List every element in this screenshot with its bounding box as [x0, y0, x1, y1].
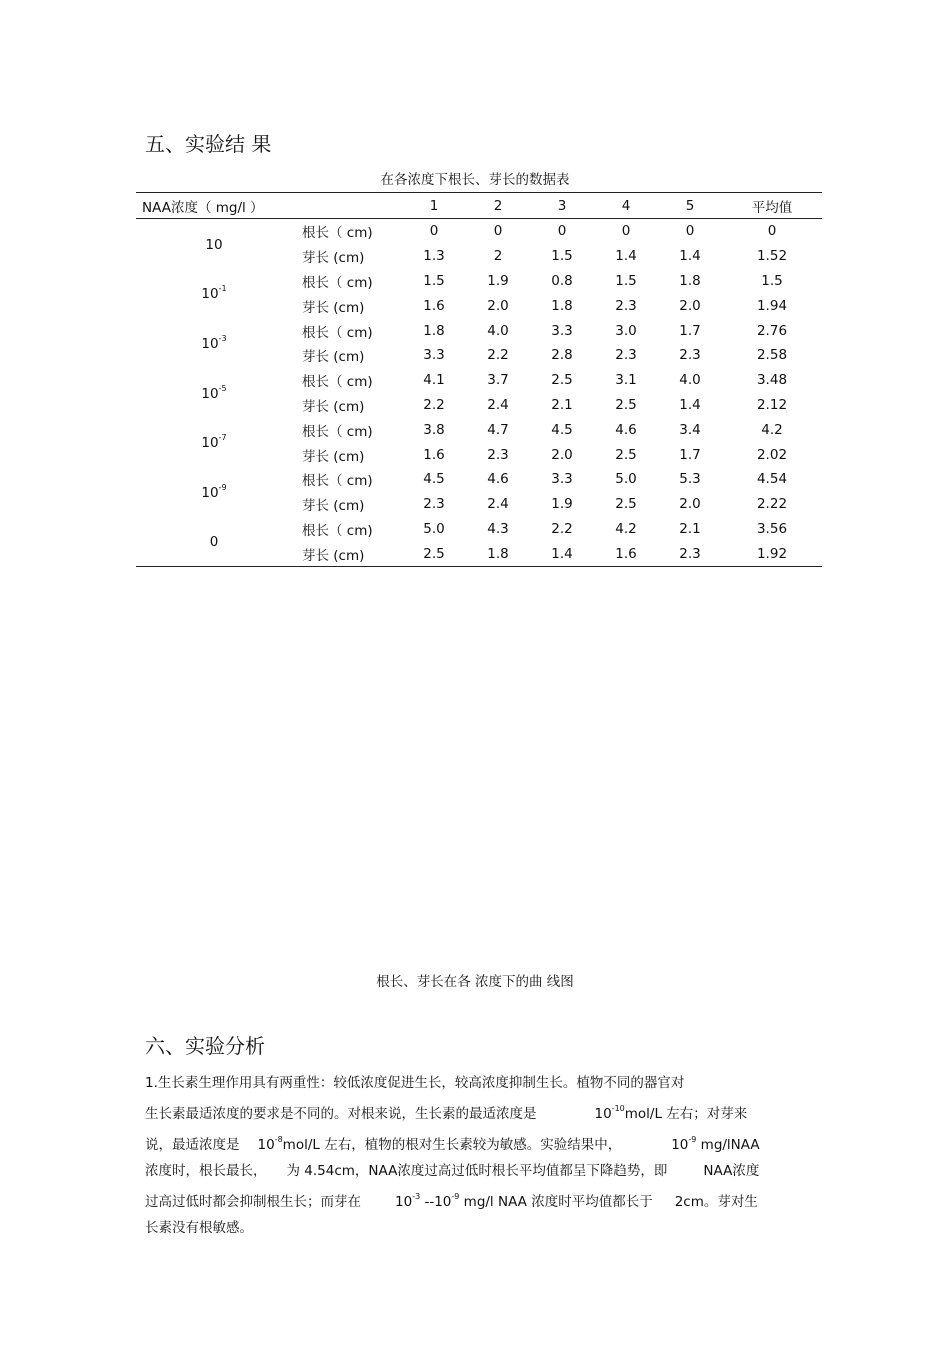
value-cell: 3.3: [551, 322, 573, 339]
root-length-label: 根长（ cm): [302, 423, 373, 440]
concentration-exponent: -3: [218, 333, 227, 343]
value-cell: 2: [493, 248, 503, 265]
value-cell: 2.5: [615, 446, 637, 463]
value-cell: 1.3: [423, 248, 445, 265]
average-cell: 1.92: [756, 545, 788, 562]
concentration-exponent: -1: [218, 284, 227, 294]
root-length-label: 根长（ cm): [302, 374, 373, 391]
value-cell: 2.8: [551, 347, 573, 364]
value-cell: 2.0: [679, 496, 701, 513]
value-cell: 2.3: [487, 446, 509, 463]
value-cell: 0: [621, 223, 631, 240]
value-cell: 3.8: [423, 421, 445, 438]
table-row: [136, 368, 822, 393]
text-span: 10: [395, 1194, 413, 1210]
value-cell: 1.5: [423, 272, 445, 289]
average-cell: 3.48: [756, 372, 788, 389]
table-row: [136, 517, 822, 542]
value-cell: 2.2: [551, 520, 573, 537]
value-cell: 1.4: [615, 248, 637, 265]
value-cell: 4.0: [679, 372, 701, 389]
table-row: [136, 417, 822, 442]
value-cell: 1.7: [679, 446, 701, 463]
value-cell: 1.8: [551, 297, 573, 314]
value-cell: 0: [685, 223, 695, 240]
text-span: 为 4.54cm，NAA浓度过高过低时根长平均值都呈下降趋势，即: [286, 1163, 668, 1179]
average-cell: 3.56: [756, 520, 788, 537]
value-cell: 3.7: [487, 372, 509, 389]
concentration-base: 10: [201, 335, 219, 352]
exponent: -3: [412, 1192, 421, 1201]
value-cell: 0: [493, 223, 503, 240]
value-cell: 2.0: [679, 297, 701, 314]
value-cell: 5.0: [423, 520, 445, 537]
table-row: [136, 467, 822, 492]
analysis-paragraph: [145, 1070, 805, 1241]
average-cell: 1.52: [756, 248, 788, 265]
value-cell: 1.8: [679, 272, 701, 289]
concentration-cell: [136, 269, 292, 319]
analysis-line: [145, 1070, 805, 1096]
shoot-length-label: 芽长 (cm): [302, 250, 365, 267]
value-cell: 4.5: [423, 471, 445, 488]
concentration-exponent: -9: [218, 482, 227, 492]
data-table: [136, 192, 822, 567]
value-cell: 2.0: [551, 446, 573, 463]
average-cell: 4.54: [756, 471, 788, 488]
header-trial-3: 3: [557, 197, 567, 214]
text-span: 10: [594, 1106, 612, 1122]
shoot-length-label: 芽长 (cm): [302, 547, 365, 564]
analysis-line: [145, 1127, 805, 1158]
value-cell: 2.1: [551, 396, 573, 413]
concentration-cell: [136, 467, 292, 517]
table-row: [136, 219, 822, 244]
value-cell: 4.2: [615, 520, 637, 537]
value-cell: 0.8: [551, 272, 573, 289]
root-length-label: 根长（ cm): [302, 225, 373, 242]
text-span: 浓度时，根长最长，: [145, 1163, 267, 1179]
text-span: mg/lNAA: [696, 1137, 760, 1153]
value-cell: 2.3: [615, 347, 637, 364]
analysis-line: [145, 1184, 805, 1215]
text-span: mg/l NAA 浓度时平均值都长于: [459, 1194, 653, 1210]
header-trial-1: 1: [429, 197, 439, 214]
value-cell: 1.5: [615, 272, 637, 289]
shoot-length-label: 芽长 (cm): [302, 349, 365, 366]
exponent: -9: [688, 1135, 697, 1144]
text-span: 生长素最适浓度的要求是不同的。对根来说，生长素的最适浓度是: [145, 1106, 537, 1122]
concentration-cell: [136, 318, 292, 368]
concentration-base: 10: [205, 236, 223, 253]
section-title-analysis: 六、实验分析: [145, 1034, 265, 1058]
concentration-exponent: -5: [218, 383, 227, 393]
value-cell: 2.3: [615, 297, 637, 314]
concentration-cell: [136, 368, 292, 418]
header-average: 平均值: [751, 199, 793, 216]
value-cell: 4.1: [423, 372, 445, 389]
analysis-line: [145, 1096, 805, 1127]
value-cell: 2.2: [423, 396, 445, 413]
exponent: -8: [274, 1135, 283, 1144]
header-trial-2: 2: [493, 197, 503, 214]
value-cell: 2.5: [423, 545, 445, 562]
table-row: [136, 269, 822, 294]
concentration-exponent: -7: [218, 433, 227, 443]
value-cell: 0: [557, 223, 567, 240]
header-trial-4: 4: [621, 197, 631, 214]
header-trial-5: 5: [685, 197, 695, 214]
text-span: mol/L 左右，植物的根对生长素较为敏感。实验结果中，: [282, 1137, 622, 1153]
value-cell: 3.4: [679, 421, 701, 438]
value-cell: 1.6: [423, 297, 445, 314]
value-cell: 5.0: [615, 471, 637, 488]
average-cell: 1.94: [756, 297, 788, 314]
value-cell: 1.6: [423, 446, 445, 463]
value-cell: 3.3: [423, 347, 445, 364]
value-cell: 1.9: [551, 496, 573, 513]
value-cell: 1.5: [551, 248, 573, 265]
value-cell: 2.3: [679, 347, 701, 364]
value-cell: 2.4: [487, 396, 509, 413]
header-measure: [292, 193, 402, 219]
value-cell: 1.9: [487, 272, 509, 289]
text-span: 2cm。芽对生: [674, 1194, 758, 1210]
shoot-length-label: 芽长 (cm): [302, 398, 365, 415]
value-cell: 4.5: [551, 421, 573, 438]
text-span: 10: [257, 1137, 275, 1153]
text-span: 过高过低时都会抑制根生长；而芽在: [145, 1194, 361, 1210]
value-cell: 2.4: [487, 496, 509, 513]
concentration-base: 10: [201, 286, 219, 303]
value-cell: 2.2: [487, 347, 509, 364]
value-cell: 4.7: [487, 421, 509, 438]
text-span: 说，最适浓度是: [145, 1137, 240, 1153]
root-length-label: 根长（ cm): [302, 522, 373, 539]
value-cell: 1.7: [679, 322, 701, 339]
value-cell: 0: [429, 223, 439, 240]
text-span: 长素没有根敏感。: [145, 1220, 253, 1236]
concentration-cell: [136, 517, 292, 567]
value-cell: 4.3: [487, 520, 509, 537]
section-title-results: 五、实验结 果: [145, 132, 272, 156]
value-cell: 1.4: [679, 396, 701, 413]
analysis-line: [145, 1215, 805, 1241]
value-cell: 2.0: [487, 297, 509, 314]
shoot-length-label: 芽长 (cm): [302, 498, 365, 515]
average-cell: 2.58: [756, 347, 788, 364]
table-row: [136, 318, 822, 343]
root-length-label: 根长（ cm): [302, 274, 373, 291]
exponent: -10: [611, 1104, 625, 1113]
chart-caption: 根长、芽长在各 浓度下的曲 线图: [376, 974, 574, 990]
value-cell: 4.6: [615, 421, 637, 438]
average-cell: 1.5: [761, 272, 783, 289]
text-span: NAA浓度: [703, 1163, 760, 1179]
root-length-label: 根长（ cm): [302, 473, 373, 490]
value-cell: 2.1: [679, 520, 701, 537]
table-caption: 在各浓度下根长、芽长的数据表: [380, 172, 570, 188]
concentration-base: 10: [201, 484, 219, 501]
value-cell: 1.8: [487, 545, 509, 562]
value-cell: 4.6: [487, 471, 509, 488]
value-cell: 1.6: [615, 545, 637, 562]
exponent: -9: [451, 1192, 460, 1201]
concentration-cell: [136, 417, 292, 467]
value-cell: 2.5: [615, 496, 637, 513]
text-span: 1.生长素生理作用具有两重性：较低浓度促进生长，较高浓度抑制生长。植物不同的器官对: [145, 1075, 685, 1091]
header-concentration: NAA浓度（ mg/l ）: [142, 199, 264, 216]
value-cell: 1.4: [679, 248, 701, 265]
value-cell: 2.5: [551, 372, 573, 389]
concentration-base: 0: [209, 534, 219, 551]
analysis-line: [145, 1158, 805, 1184]
text-span: mol/L 左右；对芽来: [624, 1106, 748, 1122]
value-cell: 2.3: [679, 545, 701, 562]
shoot-length-label: 芽长 (cm): [302, 299, 365, 316]
value-cell: 3.1: [615, 372, 637, 389]
concentration-base: 10: [201, 385, 219, 402]
value-cell: 3.3: [551, 471, 573, 488]
average-cell: 2.12: [756, 396, 788, 413]
shoot-length-label: 芽长 (cm): [302, 448, 365, 465]
value-cell: 1.8: [423, 322, 445, 339]
average-cell: 2.76: [756, 322, 788, 339]
concentration-base: 10: [201, 435, 219, 452]
value-cell: 3.0: [615, 322, 637, 339]
average-cell: 2.02: [756, 446, 788, 463]
value-cell: 1.4: [551, 545, 573, 562]
average-cell: 4.2: [761, 421, 783, 438]
value-cell: 5.3: [679, 471, 701, 488]
text-span: 10: [671, 1137, 689, 1153]
average-cell: 0: [767, 223, 777, 240]
value-cell: 2.5: [615, 396, 637, 413]
value-cell: 2.3: [423, 496, 445, 513]
text-span: --10: [420, 1194, 452, 1210]
table-header-row: [136, 193, 822, 219]
average-cell: 2.22: [756, 496, 788, 513]
concentration-cell: [136, 219, 292, 269]
root-length-label: 根长（ cm): [302, 324, 373, 341]
value-cell: 4.0: [487, 322, 509, 339]
